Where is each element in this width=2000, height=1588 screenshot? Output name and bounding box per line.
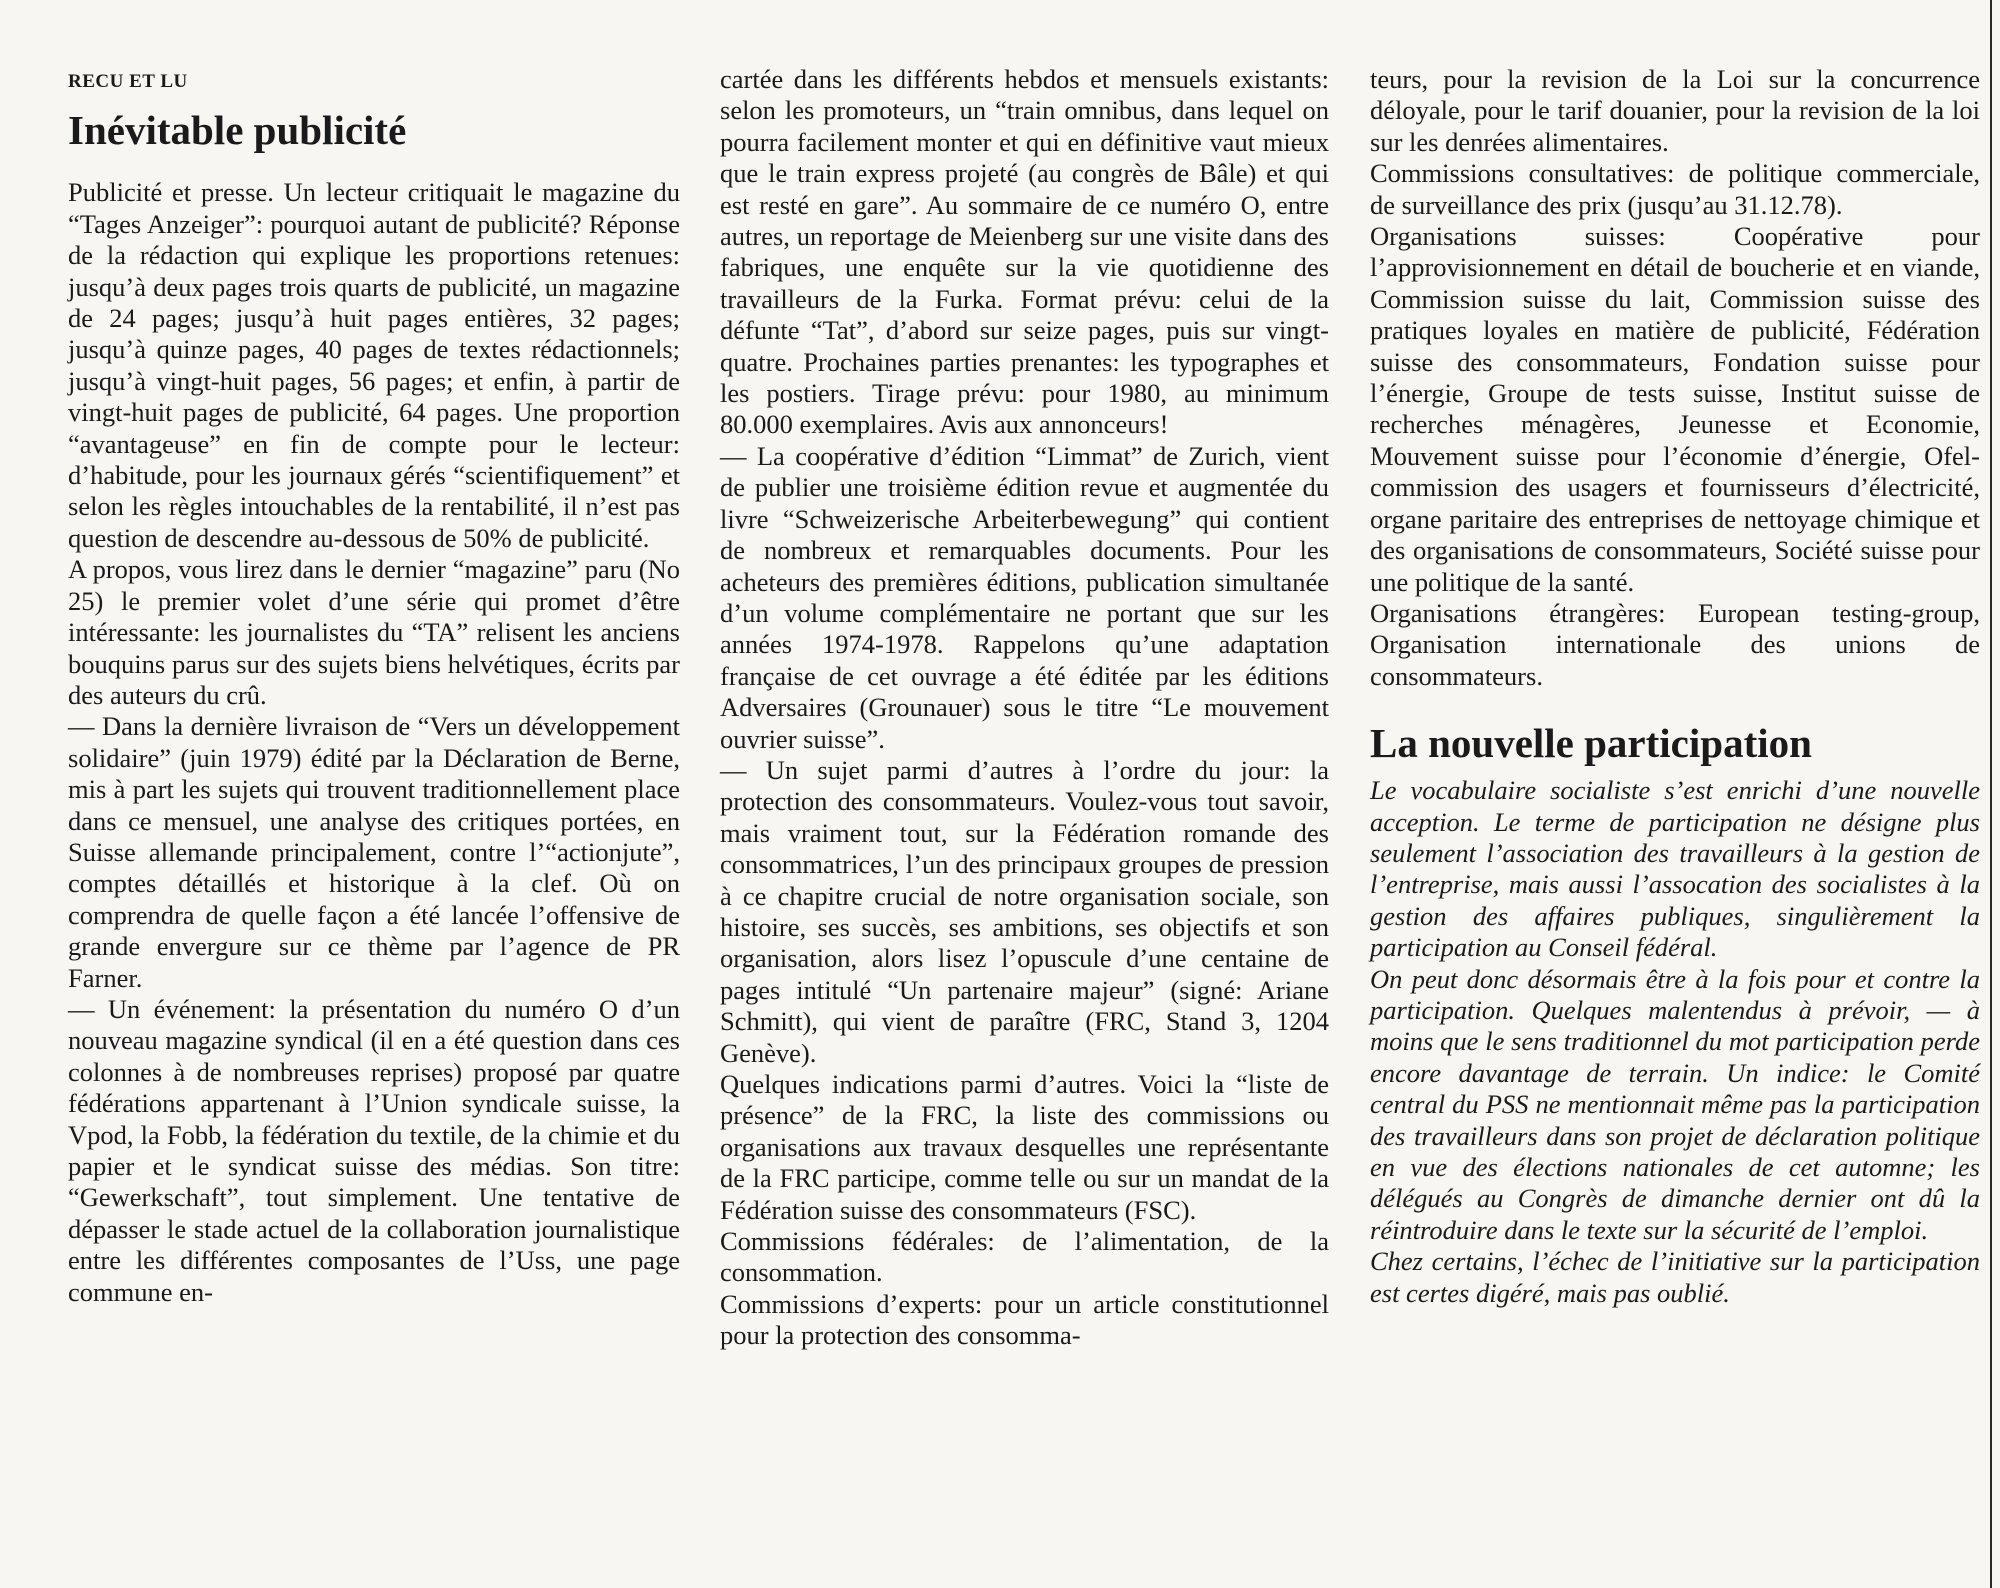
italic-paragraph: Chez certains, l’échec de l’initiative sur la participation est certes digéré, mais pas oublié.: [1370, 1246, 1980, 1308]
column-1: [68, 64, 680, 1308]
article-title: Inévitable publicité: [68, 107, 407, 154]
section-rubric: RECU ET LU: [68, 71, 188, 92]
page-edge-rule: [1990, 0, 1992, 1588]
paragraph: Commissions consultatives: de politique commerciale, de surveillance des prix (jusqu’au 31.12.78).: [1370, 158, 1980, 220]
paragraph: — Un sujet parmi d’autres à l’ordre du jour: la protection des consommateurs. Voulez-vous tout savoir, mais vraiment tout, sur la Fédération romande des consommatrices, l’un des principaux groupes de pression à ce chapitre crucial de notre organisation sociale, son histoire, ses succès, ses ambitions, ses objectifs et son organisation, alors lisez l’opuscule d’une centaine de pages intitulé “Un partenaire majeur” (signé: Ariane Schmitt), qui vient de paraître (FRC, Stand 3, 1204 Genève).: [720, 754, 1329, 1068]
paragraph: cartée dans les différents hebdos et mensuels existants: selon les promoteurs, un “train omnibus, dans lequel on pourra facilement monter et qui en définitive vaut mieux que le train express projeté (au congrès de Bâle) et qui est resté en gare”. Au sommaire de ce numéro O, entre autres, un reportage de Meienberg sur une visite dans des fabriques, une enquête sur la vie quotidienne des travailleurs de la Furka. Format prévu: celui de la défunte “Tat”, d’abord sur seize pages, puis sur vingt-quatre. Prochaines parties prenantes: les typographes et les postiers. Tirage prévu: pour 1980, au minimum 80.000 exemplaires. Avis aux annonceurs!: [720, 64, 1329, 440]
paragraph: Commissions d’experts: pour un article constitutionnel pour la protection des consomma-: [720, 1288, 1329, 1351]
italic-paragraph: On peut donc désormais être à la fois pour et contre la participation. Quelques malentendus à prévoir, — à moins que le sens traditionnel du mot participation perde encore davantage de terrain. Un indice: le Comité central du PSS ne mentionnait même pas la participation des travailleurs dans son projet de déclaration politique en vue des élections nationales de cet automne; les délégués au Congrès de dimanche dernier ont dû la réintroduire dans le texte sur la sécurité de l’emploi.: [1370, 963, 1980, 1245]
paragraph: — La coopérative d’édition “Limmat” de Zurich, vient de publier une troisième édition revue et augmentée du livre “Schweizerische Arbeiterbewegung” qui contient de nombreux et remarquables documents. Pour les acheteurs des premières éditions, publication simultanée d’un volume complémentaire ne portant que sur les années 1974-1978. Rappelons qu’une adaptation française de cet ouvrage a été éditée par les éditions Adversaires (Grounauer) sous le titre “Le mouvement ouvrier suisse”.: [720, 440, 1329, 754]
paragraph: — Un événement: la présentation du numéro O d’un nouveau magazine syndical (il en a été question dans ces colonnes à de nombreuses reprises) proposé par quatre fédérations appartenant à l’Union syndicale suisse, la Vpod, la Fobb, la fédération du textile, de la chimie et du papier et le syndicat suisse des médias. Son titre: “Gewerkschaft”, tout simplement. Une tentative de dépasser le stade actuel de la collaboration journalistique entre les différentes composantes de l’Uss, une page commune en-: [68, 993, 680, 1307]
article-2-title: La nouvelle participation: [1370, 720, 1812, 767]
paragraph: — Dans la dernière livraison de “Vers un développement solidaire” (juin 1979) édité par la Déclaration de Berne, mis à part les sujets qui trouvent traditionnellement place dans ce mensuel, une analyse des critiques portées, en Suisse allemande principalement, contre l’“actionjute”, comptes détaillés et historique à la clef. Où on comprendra de quelle façon a été lancée l’offensive de grande envergure sur ce thème par l’agence de PR Farner.: [68, 711, 680, 993]
paragraph: teurs, pour la revision de la Loi sur la concurrence déloyale, pour le tarif douanier, pour la revision de la loi sur les denrées alimentaires.: [1370, 64, 1980, 157]
italic-paragraph: Le vocabulaire socialiste s’est enrichi d’une nouvelle acception. Le terme de participation ne désigne plus seulement l’association des travailleurs à la gestion de l’entreprise, mais aussi l’assocation des socialistes à la gestion des affaires publiques, singulièrement la participation au Conseil fédéral.: [1370, 775, 1980, 963]
paragraph: Commissions fédérales: de l’alimentation, de la consommation.: [720, 1226, 1329, 1288]
paragraph: Publicité et presse. Un lecteur critiquait le magazine du “Tages Anzeiger”: pourquoi autant de publicité? Réponse de la rédaction qui explique les proportions retenues: jusqu’à deux pages trois quarts de publicité, un magazine de 24 pages; jusqu’à huit pages entières, 32 pages; jusqu’à quinze pages, 40 pages de textes rédactionnels; jusqu’à vingt-huit pages, 56 pages; et enfin, à partir de vingt-huit pages de publicité, 64 pages. Une proportion “avantageuse” en fin de compte pour le lecteur: d’habitude, pour les journaux gérés “scientifiquement” et selon les règles intouchables de la rentabilité, il n’est pas question de descendre au-dessous de 50% de publicité.: [68, 177, 680, 553]
paragraph: Organisations étrangères: European testing-group, Organisation internationale des unions de consommateurs.: [1370, 597, 1980, 691]
column-3: [1370, 64, 1980, 1309]
paragraph: Organisations suisses: Coopérative pour l’approvisionnement en détail de boucherie et en viande, Commission suisse du lait, Commission suisse des pratiques loyales en matière de publicité, Fédération suisse des consommateurs, Fondation suisse pour l’énergie, Groupe de tests suisse, Institut suisse de recherches ménagères, Jeunesse et Economie, Mouvement suisse pour l’économie d’énergie, Ofel-commission des usagers et fournisseurs d’électricité, organe paritaire des entreprises de nettoyage chimique et des organisations de consommateurs, Société suisse pour une politique de la santé.: [1370, 221, 1980, 597]
paragraph: A propos, vous lirez dans le dernier “magazine” paru (No 25) le premier volet d’une série qui promet d’être intéressante: les journalistes du “TA” relisent les anciens bouquins parus sur des sujets biens helvétiques, écrits par des auteurs du crû.: [68, 554, 680, 710]
paragraph: Quelques indications parmi d’autres. Voici la “liste de présence” de la FRC, la liste des commissions ou organisations aux travaux desquelles une représentante de la FRC participe, comme telle ou sur un mandat de la Fédération suisse des consommateurs (FSC).: [720, 1069, 1329, 1225]
column-2: [720, 64, 1329, 1352]
